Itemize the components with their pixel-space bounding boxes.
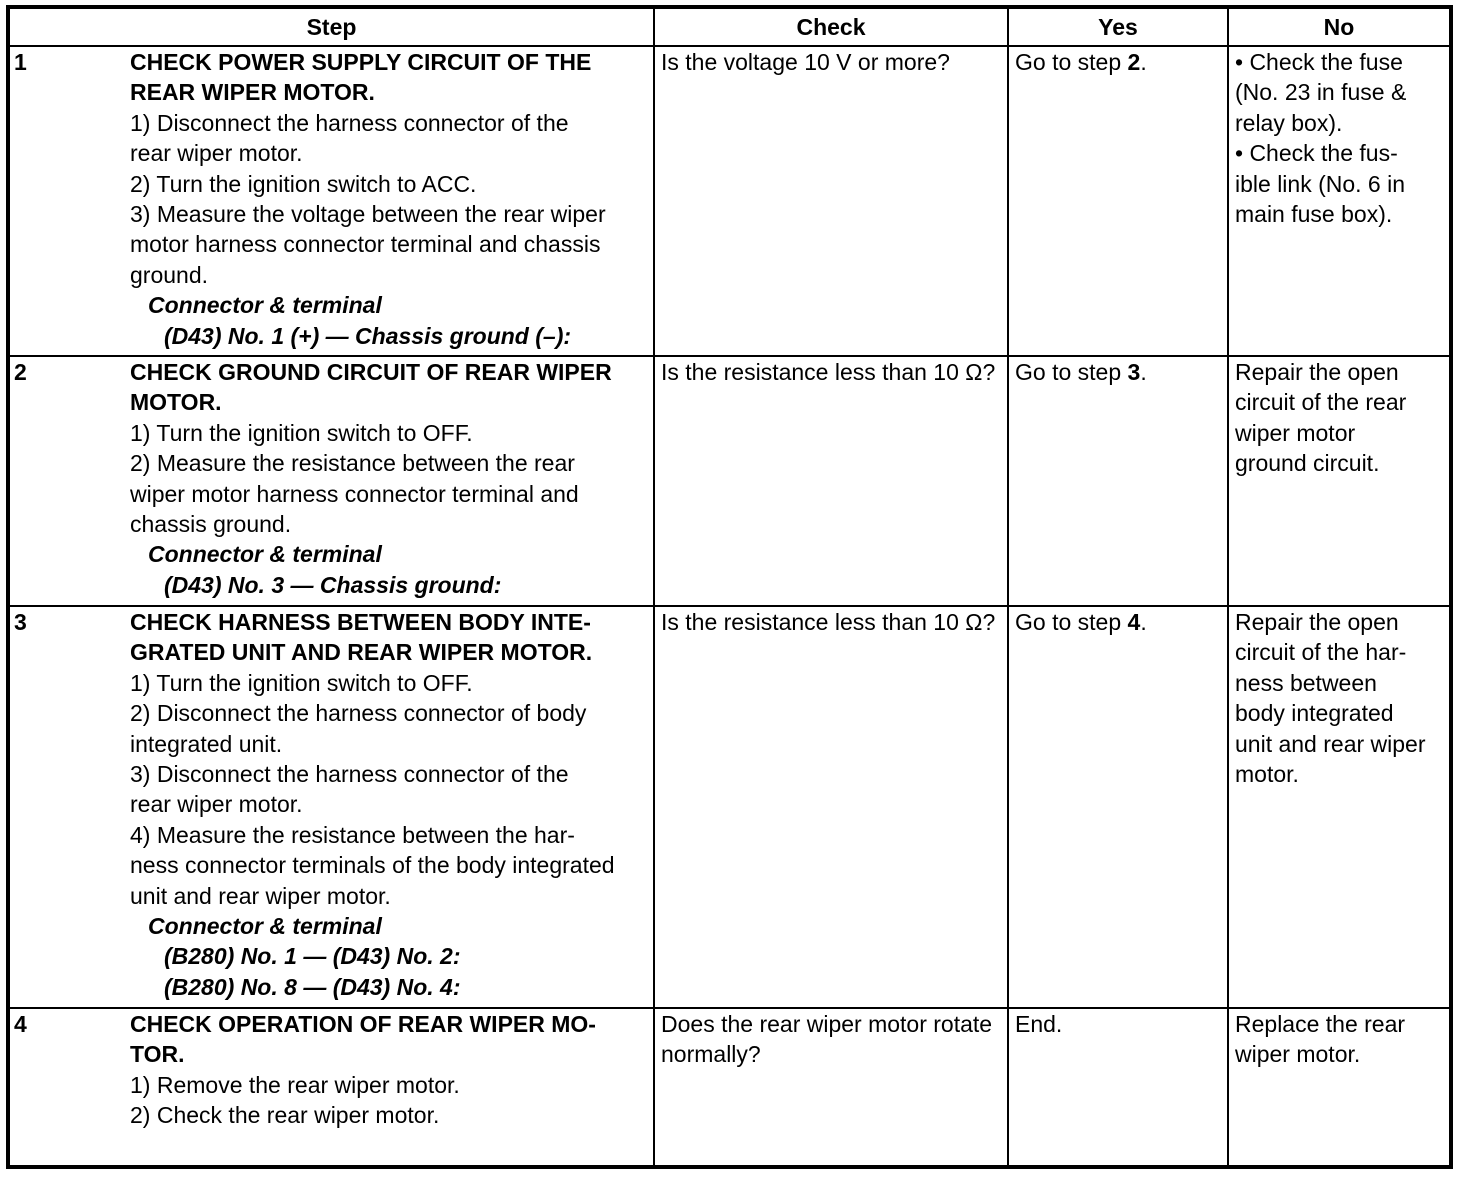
yes-cell [1008, 1008, 1228, 1166]
step-cell [9, 1008, 654, 1166]
header-check: Check [654, 8, 1008, 46]
connector-heading: Connector & terminal [148, 292, 382, 319]
yes-step-number: 4 [1127, 609, 1141, 635]
table-row [9, 356, 1450, 606]
check-cell [654, 356, 1008, 606]
yes-prefix: Go to step [1015, 359, 1128, 385]
step-instruction: 3) Disconnect the harness connector of the [130, 761, 569, 788]
step-title: CHECK POWER SUPPLY CIRCUIT OF THE [130, 49, 592, 75]
step-title: GRATED UNIT AND REAR WIPER MOTOR. [130, 639, 593, 666]
step-instruction: ground. [130, 261, 209, 288]
check-question: Is the voltage 10 V or more? [661, 49, 950, 75]
no-action-line: • Check the fuse [1235, 49, 1403, 75]
step-cell [9, 46, 654, 356]
yes-step-number: 2 [1127, 49, 1141, 75]
no-action-line: ible link (No. 6 in [1235, 170, 1406, 197]
step-instruction: 2) Check the rear wiper motor. [130, 1102, 440, 1129]
no-cell [1228, 606, 1450, 1008]
check-question: Is the resistance less than 10 Ω? [661, 609, 996, 635]
no-action-line: relay box). [1235, 109, 1343, 136]
step-title: CHECK HARNESS BETWEEN BODY INTE- [130, 609, 591, 635]
check-cell [654, 606, 1008, 1008]
no-action-line: body integrated [1235, 700, 1394, 727]
step-cell [9, 356, 654, 606]
connector-heading: Connector & terminal [148, 541, 382, 568]
check-question: Is the resistance less than 10 Ω? [661, 359, 996, 385]
no-action-line: • Check the fus- [1235, 140, 1398, 167]
no-action-line: ness between [1235, 669, 1377, 696]
no-action-line: (No. 23 in fuse & [1235, 79, 1407, 106]
yes-prefix: Go to step [1015, 609, 1128, 635]
step-content [14, 1009, 647, 1131]
no-cell [1228, 46, 1450, 356]
header-step: Step [9, 8, 654, 46]
yes-suffix: . [1140, 49, 1147, 75]
step-instruction: motor harness connector terminal and chassis [130, 231, 601, 258]
step-cell [9, 606, 654, 1008]
connector-heading: Connector & terminal [148, 913, 382, 940]
no-action-line: circuit of the har- [1235, 639, 1407, 666]
yes-prefix: Go to step [1015, 49, 1128, 75]
table-row [9, 1008, 1450, 1166]
step-instruction: wiper motor harness connector terminal and [130, 480, 579, 507]
step-instruction: integrated unit. [130, 730, 283, 757]
yes-cell [1008, 356, 1228, 606]
yes-action [1015, 47, 1221, 77]
check-question: Does the rear wiper motor rotate normally? [661, 1011, 993, 1068]
table-row [9, 46, 1450, 356]
step-instruction: rear wiper motor. [130, 791, 303, 818]
yes-action [1015, 357, 1221, 387]
no-action-line: Repair the open [1235, 359, 1399, 385]
step-instruction: 1) Turn the ignition switch to OFF. [130, 669, 473, 696]
no-action-line: circuit of the rear [1235, 389, 1407, 416]
connector-terminal: (B280) No. 1 — (D43) No. 2: [164, 943, 461, 970]
yes-step-number: 3 [1127, 359, 1141, 385]
yes-suffix: . [1140, 359, 1147, 385]
no-action-line: Replace the rear [1235, 1011, 1406, 1037]
step-instruction: 1) Remove the rear wiper motor. [130, 1071, 460, 1098]
connector-terminal: (B280) No. 8 — (D43) No. 4: [164, 973, 461, 1000]
table-row [9, 606, 1450, 1008]
no-action-line: wiper motor. [1235, 1041, 1361, 1068]
step-title: REAR WIPER MOTOR. [130, 79, 375, 106]
no-action-line: unit and rear wiper [1235, 730, 1426, 757]
step-content [14, 357, 647, 600]
connector-terminal: (D43) No. 3 — Chassis ground: [164, 571, 502, 598]
step-instruction: ness connector terminals of the body integrated [130, 852, 615, 879]
yes-cell [1008, 46, 1228, 356]
step-instruction: 2) Turn the ignition switch to ACC. [130, 170, 477, 197]
check-cell [654, 46, 1008, 356]
step-title: CHECK GROUND CIRCUIT OF REAR WIPER [130, 359, 612, 385]
step-instruction: unit and rear wiper motor. [130, 882, 391, 909]
step-number: 3 [14, 609, 27, 635]
step-instruction: 1) Turn the ignition switch to OFF. [130, 419, 473, 446]
step-instruction: chassis ground. [130, 511, 292, 538]
yes-action [1015, 1009, 1221, 1039]
step-body [130, 1009, 647, 1131]
no-action-line: Repair the open [1235, 609, 1399, 635]
connector-terminal: (D43) No. 1 (+) — Chassis ground (–): [164, 322, 572, 349]
step-instruction: 4) Measure the resistance between the har- [130, 821, 575, 848]
no-action-line: main fuse box). [1235, 201, 1393, 228]
yes-prefix: End. [1015, 1011, 1063, 1037]
header-no: No [1228, 8, 1450, 46]
step-content [14, 607, 647, 1002]
step-instruction: 2) Measure the resistance between the rear [130, 450, 575, 477]
step-instruction: 2) Disconnect the harness connector of body [130, 700, 587, 727]
no-action-line: motor. [1235, 761, 1299, 788]
step-body [130, 607, 647, 1002]
header-row [9, 8, 1450, 46]
header-yes: Yes [1008, 8, 1228, 46]
yes-suffix: . [1140, 609, 1147, 635]
no-cell [1228, 356, 1450, 606]
step-title: CHECK OPERATION OF REAR WIPER MO- [130, 1011, 596, 1037]
step-body [130, 47, 647, 351]
step-instruction: 3) Measure the voltage between the rear wiper [130, 201, 606, 228]
yes-cell [1008, 606, 1228, 1008]
step-number: 2 [14, 359, 27, 385]
check-cell [654, 1008, 1008, 1166]
no-action-line: ground circuit. [1235, 450, 1380, 477]
yes-action [1015, 607, 1221, 637]
step-number: 4 [14, 1011, 27, 1037]
step-instruction: 1) Disconnect the harness connector of the [130, 109, 569, 136]
step-title: TOR. [130, 1041, 185, 1068]
step-title: MOTOR. [130, 389, 222, 416]
no-cell [1228, 1008, 1450, 1166]
step-number: 1 [14, 49, 27, 75]
diagnostic-table [8, 7, 1451, 1167]
step-body [130, 357, 647, 600]
step-instruction: rear wiper motor. [130, 140, 303, 167]
step-content [14, 47, 647, 351]
no-action-line: wiper motor [1235, 419, 1356, 446]
